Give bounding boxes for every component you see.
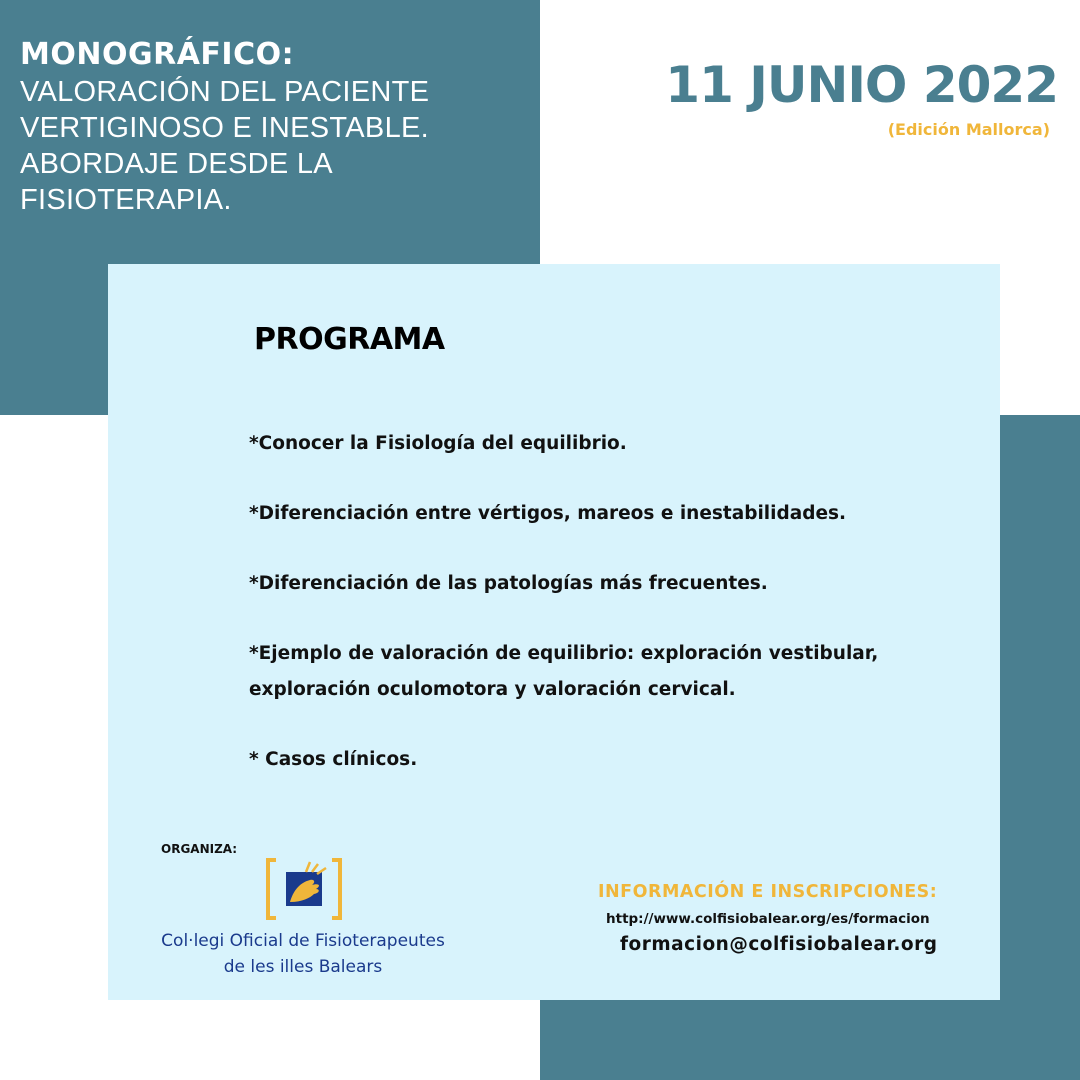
info-url-link[interactable]: http://www.colfisiobalear.org/es/formacion: [606, 911, 930, 927]
program-item: *Diferenciación de las patologías más frecuentes.: [249, 573, 768, 594]
title-line-1: VALORACIÓN DEL PACIENTE: [20, 76, 430, 108]
program-heading: PROGRAMA: [254, 322, 445, 357]
title-main: MONOGRÁFICO:: [20, 37, 295, 72]
program-card: [108, 264, 1000, 1000]
course-title: [20, 36, 530, 218]
college-name-line-1: Col·legi Oficial de Fisioterapeutes: [161, 931, 445, 951]
organiza-label: ORGANIZA:: [161, 842, 238, 856]
program-item: *Conocer la Fisiología del equilibrio.: [249, 433, 627, 454]
info-heading: INFORMACIÓN E INSCRIPCIONES:: [598, 882, 938, 902]
program-item: *Ejemplo de valoración de equilibrio: exploración vestibular, exploración oculomotora y valoración cervical.: [249, 643, 879, 700]
title-line-3: ABORDAJE DESDE LA FISIOTERAPIA.: [20, 148, 332, 216]
college-name: [138, 928, 468, 980]
edition-label: (Edición Mallorca): [887, 120, 1050, 139]
program-item: * Casos clínicos.: [249, 749, 418, 770]
program-list: [249, 426, 949, 812]
program-item: *Diferenciación entre vértigos, mareos e inestabilidades.: [249, 503, 847, 524]
title-line-2: VERTIGINOSO E INESTABLE.: [20, 112, 430, 144]
event-date: 11 JUNIO 2022: [665, 56, 1058, 114]
college-name-line-2: de les illes Balears: [223, 957, 383, 977]
info-email-link[interactable]: formacion@colfisiobalear.org: [620, 934, 938, 955]
college-logo: [266, 858, 342, 924]
